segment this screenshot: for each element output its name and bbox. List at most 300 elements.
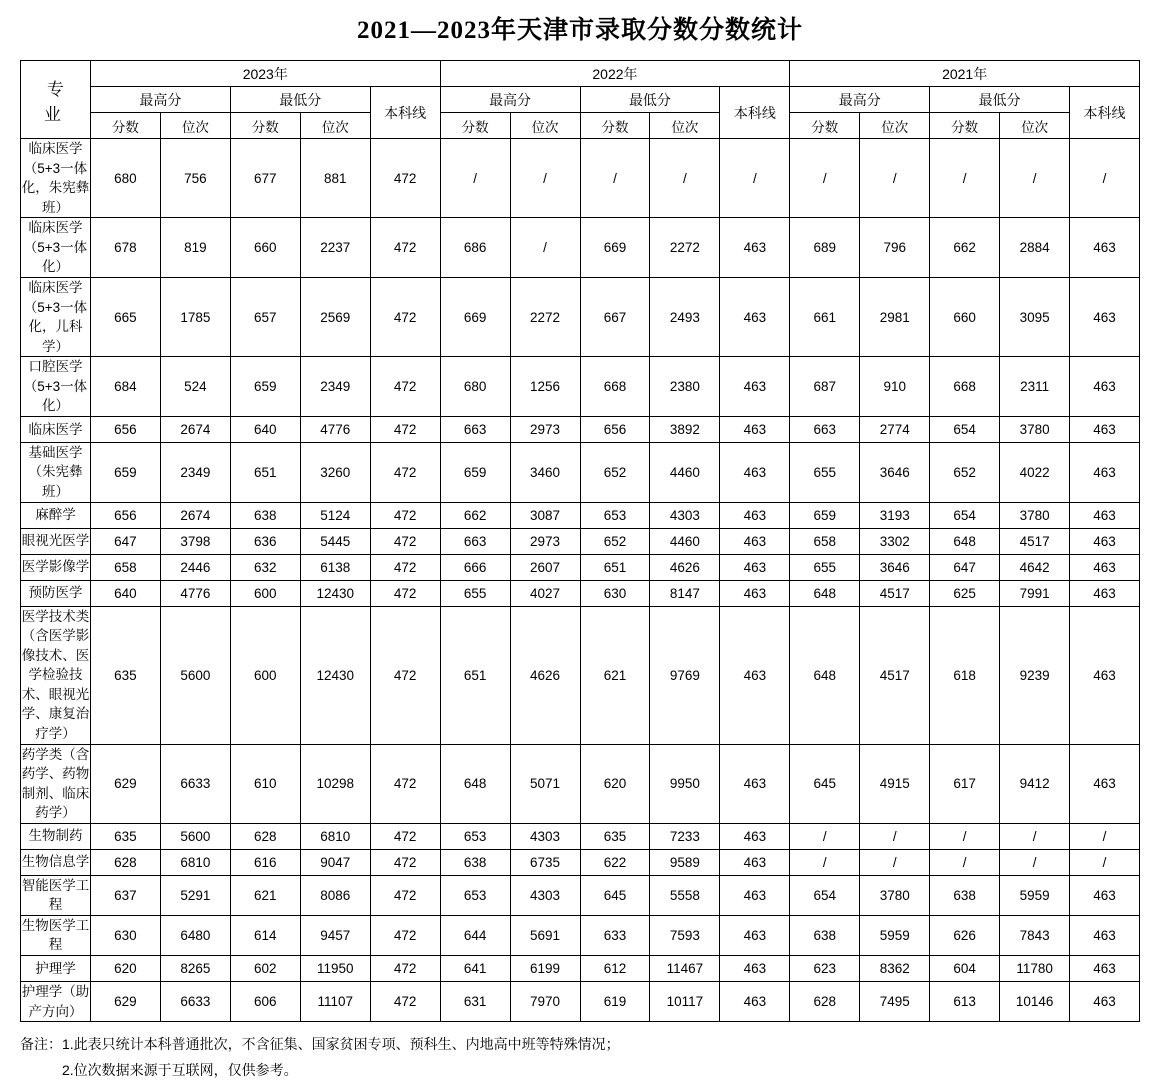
- score-cell: 9769: [650, 606, 720, 744]
- score-cell: 8086: [300, 875, 370, 915]
- score-cell: 6138: [300, 554, 370, 580]
- major-name-cell: 生物信息学: [21, 849, 91, 875]
- score-cell: 472: [370, 277, 440, 356]
- score-cell: 472: [370, 606, 440, 744]
- score-cell: 660: [930, 277, 1000, 356]
- score-cell: 8147: [650, 580, 720, 606]
- score-cell: 472: [370, 744, 440, 823]
- table-row: [21, 875, 1140, 915]
- score-cell: 463: [720, 982, 790, 1022]
- score-cell: 3087: [510, 502, 580, 528]
- table-row: [21, 416, 1140, 442]
- score-cell: 463: [720, 528, 790, 554]
- score-cell: 3780: [1000, 502, 1070, 528]
- score-cell: 463: [1070, 277, 1140, 356]
- header-2022-highest: 最高分: [440, 87, 580, 113]
- score-cell: 472: [370, 528, 440, 554]
- score-cell: 618: [930, 606, 1000, 744]
- score-cell: 4517: [860, 606, 930, 744]
- score-cell: 5071: [510, 744, 580, 823]
- score-cell: 463: [1070, 580, 1140, 606]
- score-cell: 656: [90, 502, 160, 528]
- score-cell: 644: [440, 915, 510, 955]
- score-cell: 689: [790, 218, 860, 278]
- score-cell: 621: [580, 606, 650, 744]
- score-cell: 5959: [1000, 875, 1070, 915]
- header-2021-high-score: 分数: [790, 113, 860, 139]
- score-cell: /: [1070, 823, 1140, 849]
- table-head: [21, 61, 1140, 139]
- score-cell: 10146: [1000, 982, 1070, 1022]
- score-cell: 640: [230, 416, 300, 442]
- score-cell: 9239: [1000, 606, 1070, 744]
- score-cell: 472: [370, 580, 440, 606]
- score-cell: 633: [580, 915, 650, 955]
- score-cell: 463: [720, 606, 790, 744]
- score-cell: 651: [230, 442, 300, 502]
- score-cell: 4642: [1000, 554, 1070, 580]
- score-cell: /: [930, 139, 1000, 218]
- score-cell: 9412: [1000, 744, 1070, 823]
- score-cell: 472: [370, 502, 440, 528]
- score-cell: 3646: [860, 442, 930, 502]
- major-name-cell: 护理学: [21, 956, 91, 982]
- header-2022-low-rank: 位次: [650, 113, 720, 139]
- score-cell: 881: [300, 139, 370, 218]
- notes-block: [20, 1032, 1140, 1084]
- score-cell: 648: [790, 580, 860, 606]
- score-cell: 4027: [510, 580, 580, 606]
- score-cell: /: [440, 139, 510, 218]
- score-cell: 635: [90, 823, 160, 849]
- major-name-cell: 麻醉学: [21, 502, 91, 528]
- score-cell: 463: [720, 875, 790, 915]
- score-cell: 621: [230, 875, 300, 915]
- score-cell: 651: [580, 554, 650, 580]
- score-cell: 463: [1070, 554, 1140, 580]
- score-cell: 6633: [160, 744, 230, 823]
- score-cell: 10117: [650, 982, 720, 1022]
- header-2022-lowest: 最低分: [580, 87, 720, 113]
- score-cell: 645: [790, 744, 860, 823]
- score-cell: 687: [790, 357, 860, 417]
- score-cell: 6199: [510, 956, 580, 982]
- score-cell: 5291: [160, 875, 230, 915]
- score-cell: /: [1000, 139, 1070, 218]
- table-row: [21, 502, 1140, 528]
- score-cell: 6735: [510, 849, 580, 875]
- score-cell: 11467: [650, 956, 720, 982]
- score-cell: 2973: [510, 416, 580, 442]
- score-cell: 6810: [300, 823, 370, 849]
- score-cell: 9589: [650, 849, 720, 875]
- score-cell: 2380: [650, 357, 720, 417]
- score-cell: 2272: [650, 218, 720, 278]
- score-cell: 630: [90, 915, 160, 955]
- score-cell: 7593: [650, 915, 720, 955]
- header-2021-lowest: 最低分: [930, 87, 1070, 113]
- score-cell: 638: [790, 915, 860, 955]
- score-cell: /: [790, 823, 860, 849]
- score-cell: /: [790, 139, 860, 218]
- table-row: [21, 442, 1140, 502]
- table-row: [21, 528, 1140, 554]
- major-name-cell: 生物制药: [21, 823, 91, 849]
- score-cell: 680: [90, 139, 160, 218]
- score-cell: 472: [370, 823, 440, 849]
- score-cell: 617: [930, 744, 1000, 823]
- score-cell: 9047: [300, 849, 370, 875]
- score-cell: 472: [370, 875, 440, 915]
- header-2021-low-rank: 位次: [1000, 113, 1070, 139]
- header-2023-low-score: 分数: [230, 113, 300, 139]
- score-cell: /: [650, 139, 720, 218]
- score-cell: 686: [440, 218, 510, 278]
- score-cell: 463: [720, 849, 790, 875]
- score-cell: 662: [930, 218, 1000, 278]
- score-cell: 463: [1070, 875, 1140, 915]
- page-title: 2021—2023年天津市录取分数分数统计: [356, 17, 803, 44]
- score-cell: 612: [580, 956, 650, 982]
- score-cell: 7233: [650, 823, 720, 849]
- score-cell: 684: [90, 357, 160, 417]
- score-cell: 6633: [160, 982, 230, 1022]
- table-row: [21, 915, 1140, 955]
- score-cell: 463: [720, 823, 790, 849]
- score-cell: 655: [440, 580, 510, 606]
- header-row-group: [21, 87, 1140, 113]
- score-cell: 2272: [510, 277, 580, 356]
- score-cell: 656: [580, 416, 650, 442]
- score-cell: 8265: [160, 956, 230, 982]
- score-cell: 677: [230, 139, 300, 218]
- note-line-2: 2.位次数据来源于互联网，仅供参考。: [62, 1062, 298, 1079]
- score-cell: 3780: [860, 875, 930, 915]
- table-row: [21, 139, 1140, 218]
- table-row: [21, 982, 1140, 1022]
- score-cell: 661: [790, 277, 860, 356]
- score-cell: 610: [230, 744, 300, 823]
- score-cell: 654: [930, 416, 1000, 442]
- score-cell: 6480: [160, 915, 230, 955]
- score-cell: 3260: [300, 442, 370, 502]
- score-cell: /: [790, 849, 860, 875]
- score-cell: 663: [440, 416, 510, 442]
- score-cell: 648: [930, 528, 1000, 554]
- score-cell: 635: [580, 823, 650, 849]
- score-cell: 652: [930, 442, 1000, 502]
- score-cell: 5691: [510, 915, 580, 955]
- score-cell: 2493: [650, 277, 720, 356]
- score-cell: /: [1070, 849, 1140, 875]
- score-cell: 463: [720, 277, 790, 356]
- score-cell: 4776: [160, 580, 230, 606]
- score-cell: 463: [720, 357, 790, 417]
- admission-score-table: [20, 60, 1140, 1022]
- header-2022-benkeline: 本科线: [720, 87, 790, 139]
- score-cell: 629: [90, 744, 160, 823]
- score-cell: /: [510, 139, 580, 218]
- score-cell: 4626: [510, 606, 580, 744]
- score-cell: 680: [440, 357, 510, 417]
- score-cell: 660: [230, 218, 300, 278]
- score-cell: 4517: [860, 580, 930, 606]
- header-row-year: [21, 61, 1140, 87]
- score-cell: 463: [1070, 956, 1140, 982]
- score-cell: 910: [860, 357, 930, 417]
- score-cell: 2973: [510, 528, 580, 554]
- score-cell: 2446: [160, 554, 230, 580]
- score-cell: 472: [370, 139, 440, 218]
- score-cell: 463: [720, 218, 790, 278]
- score-cell: 659: [440, 442, 510, 502]
- score-cell: 4460: [650, 528, 720, 554]
- score-cell: 658: [90, 554, 160, 580]
- score-cell: /: [1070, 139, 1140, 218]
- score-cell: 654: [930, 502, 1000, 528]
- score-cell: 667: [580, 277, 650, 356]
- header-2023-benkeline: 本科线: [370, 87, 440, 139]
- score-cell: 4626: [650, 554, 720, 580]
- score-cell: /: [860, 823, 930, 849]
- score-cell: 653: [440, 823, 510, 849]
- score-cell: 9457: [300, 915, 370, 955]
- score-cell: 637: [90, 875, 160, 915]
- score-cell: 463: [1070, 606, 1140, 744]
- score-cell: 678: [90, 218, 160, 278]
- score-cell: 647: [930, 554, 1000, 580]
- score-cell: 463: [1070, 442, 1140, 502]
- score-cell: 659: [790, 502, 860, 528]
- score-cell: 472: [370, 218, 440, 278]
- header-2021-high-rank: 位次: [860, 113, 930, 139]
- score-cell: 663: [790, 416, 860, 442]
- score-cell: 623: [790, 956, 860, 982]
- score-cell: 2981: [860, 277, 930, 356]
- score-cell: 653: [580, 502, 650, 528]
- score-cell: /: [510, 218, 580, 278]
- score-cell: 668: [930, 357, 1000, 417]
- score-cell: 651: [440, 606, 510, 744]
- score-cell: 472: [370, 915, 440, 955]
- score-cell: 463: [720, 416, 790, 442]
- header-major: 专 业: [21, 61, 91, 139]
- score-cell: 616: [230, 849, 300, 875]
- score-cell: 600: [230, 606, 300, 744]
- score-cell: 648: [790, 606, 860, 744]
- score-cell: 2311: [1000, 357, 1070, 417]
- score-cell: 2569: [300, 277, 370, 356]
- header-year-2022: 2022年: [440, 61, 790, 87]
- table-row: [21, 744, 1140, 823]
- score-cell: 3646: [860, 554, 930, 580]
- score-cell: 7991: [1000, 580, 1070, 606]
- score-cell: 463: [720, 744, 790, 823]
- score-cell: 653: [440, 875, 510, 915]
- table-row: [21, 606, 1140, 744]
- score-cell: 4303: [650, 502, 720, 528]
- score-cell: 2884: [1000, 218, 1070, 278]
- score-cell: 5959: [860, 915, 930, 955]
- score-cell: 472: [370, 442, 440, 502]
- score-cell: 7970: [510, 982, 580, 1022]
- major-name-cell: 临床医学: [21, 416, 91, 442]
- score-cell: 463: [1070, 502, 1140, 528]
- score-cell: 602: [230, 956, 300, 982]
- score-cell: 2237: [300, 218, 370, 278]
- score-cell: 628: [230, 823, 300, 849]
- score-cell: 655: [790, 554, 860, 580]
- header-2021-low-score: 分数: [930, 113, 1000, 139]
- score-cell: /: [1000, 823, 1070, 849]
- score-cell: 9950: [650, 744, 720, 823]
- major-name-cell: 临床医学（5+3一体化）: [21, 218, 91, 278]
- score-cell: /: [860, 139, 930, 218]
- score-cell: 463: [720, 915, 790, 955]
- score-cell: 5600: [160, 823, 230, 849]
- score-cell: /: [1000, 849, 1070, 875]
- score-cell: 659: [230, 357, 300, 417]
- note-line-1: 备注：1.此表只统计本科普通批次，不含征集、国家贫困专项、预科生、内地高中班等特殊情况；: [20, 1036, 620, 1053]
- score-cell: 625: [930, 580, 1000, 606]
- major-name-cell: 临床医学（5+3一体化，朱宪彝班）: [21, 139, 91, 218]
- score-cell: 10298: [300, 744, 370, 823]
- header-year-2021: 2021年: [790, 61, 1140, 87]
- score-cell: 663: [440, 528, 510, 554]
- score-cell: 2349: [160, 442, 230, 502]
- score-cell: 657: [230, 277, 300, 356]
- score-cell: 658: [790, 528, 860, 554]
- score-cell: /: [720, 139, 790, 218]
- table-row: [21, 357, 1140, 417]
- score-cell: 2349: [300, 357, 370, 417]
- major-name-cell: 护理学（助产方向）: [21, 982, 91, 1022]
- score-cell: 669: [440, 277, 510, 356]
- score-cell: 614: [230, 915, 300, 955]
- score-cell: 4303: [510, 823, 580, 849]
- score-cell: 6810: [160, 849, 230, 875]
- score-cell: 463: [1070, 982, 1140, 1022]
- score-cell: 620: [90, 956, 160, 982]
- score-cell: 11950: [300, 956, 370, 982]
- score-cell: 635: [90, 606, 160, 744]
- score-cell: 4517: [1000, 528, 1070, 554]
- score-cell: 463: [1070, 357, 1140, 417]
- score-cell: 463: [720, 580, 790, 606]
- score-cell: 654: [790, 875, 860, 915]
- score-cell: 3302: [860, 528, 930, 554]
- major-name-cell: 药学类（含药学、药物制剂、临床药学）: [21, 744, 91, 823]
- major-name-cell: 预防医学: [21, 580, 91, 606]
- score-cell: 524: [160, 357, 230, 417]
- score-cell: 472: [370, 554, 440, 580]
- score-cell: 638: [230, 502, 300, 528]
- score-cell: /: [580, 139, 650, 218]
- score-cell: 652: [580, 442, 650, 502]
- score-cell: 620: [580, 744, 650, 823]
- major-name-cell: 智能医学工程: [21, 875, 91, 915]
- score-cell: 8362: [860, 956, 930, 982]
- score-cell: 11780: [1000, 956, 1070, 982]
- score-cell: 1256: [510, 357, 580, 417]
- score-cell: 4303: [510, 875, 580, 915]
- score-cell: 472: [370, 416, 440, 442]
- table-row: [21, 580, 1140, 606]
- score-cell: 668: [580, 357, 650, 417]
- score-cell: 472: [370, 982, 440, 1022]
- header-2022-low-score: 分数: [580, 113, 650, 139]
- header-2022-high-score: 分数: [440, 113, 510, 139]
- score-cell: 4915: [860, 744, 930, 823]
- score-cell: 2674: [160, 416, 230, 442]
- score-cell: 463: [720, 502, 790, 528]
- score-cell: 636: [230, 528, 300, 554]
- score-cell: 669: [580, 218, 650, 278]
- score-cell: 472: [370, 357, 440, 417]
- header-row-subcolumns: [21, 113, 1140, 139]
- score-cell: 4460: [650, 442, 720, 502]
- score-cell: 628: [790, 982, 860, 1022]
- score-cell: 655: [790, 442, 860, 502]
- score-cell: 463: [720, 956, 790, 982]
- score-cell: 463: [720, 554, 790, 580]
- score-cell: 5445: [300, 528, 370, 554]
- score-cell: 7495: [860, 982, 930, 1022]
- score-cell: 628: [90, 849, 160, 875]
- major-name-cell: 生物医学工程: [21, 915, 91, 955]
- table-row: [21, 554, 1140, 580]
- header-2023-low-rank: 位次: [300, 113, 370, 139]
- header-2023-high-score: 分数: [90, 113, 160, 139]
- score-cell: 7843: [1000, 915, 1070, 955]
- score-cell: 819: [160, 218, 230, 278]
- score-cell: 463: [1070, 915, 1140, 955]
- score-cell: 640: [90, 580, 160, 606]
- score-cell: 619: [580, 982, 650, 1022]
- score-cell: 665: [90, 277, 160, 356]
- score-cell: /: [930, 849, 1000, 875]
- header-2023-highest: 最高分: [90, 87, 230, 113]
- score-cell: 2607: [510, 554, 580, 580]
- header-2022-high-rank: 位次: [510, 113, 580, 139]
- header-2021-highest: 最高分: [790, 87, 930, 113]
- score-cell: 647: [90, 528, 160, 554]
- score-cell: 662: [440, 502, 510, 528]
- table-row: [21, 218, 1140, 278]
- score-cell: 3193: [860, 502, 930, 528]
- score-cell: 756: [160, 139, 230, 218]
- score-cell: 3460: [510, 442, 580, 502]
- score-cell: 4022: [1000, 442, 1070, 502]
- score-cell: 645: [580, 875, 650, 915]
- header-2021-benkeline: 本科线: [1070, 87, 1140, 139]
- score-cell: 606: [230, 982, 300, 1022]
- score-cell: 638: [440, 849, 510, 875]
- major-name-cell: 医学影像学: [21, 554, 91, 580]
- score-cell: 796: [860, 218, 930, 278]
- score-cell: 2774: [860, 416, 930, 442]
- score-cell: 12430: [300, 606, 370, 744]
- score-cell: 3798: [160, 528, 230, 554]
- table-row: [21, 849, 1140, 875]
- major-name-cell: 医学技术类（含医学影像技术、医学检验技术、眼视光学、康复治疗学）: [21, 606, 91, 744]
- major-name-cell: 口腔医学（5+3一体化）: [21, 357, 91, 417]
- score-cell: 656: [90, 416, 160, 442]
- score-cell: 638: [930, 875, 1000, 915]
- score-cell: 5124: [300, 502, 370, 528]
- score-cell: 2674: [160, 502, 230, 528]
- table-body: [21, 139, 1140, 1022]
